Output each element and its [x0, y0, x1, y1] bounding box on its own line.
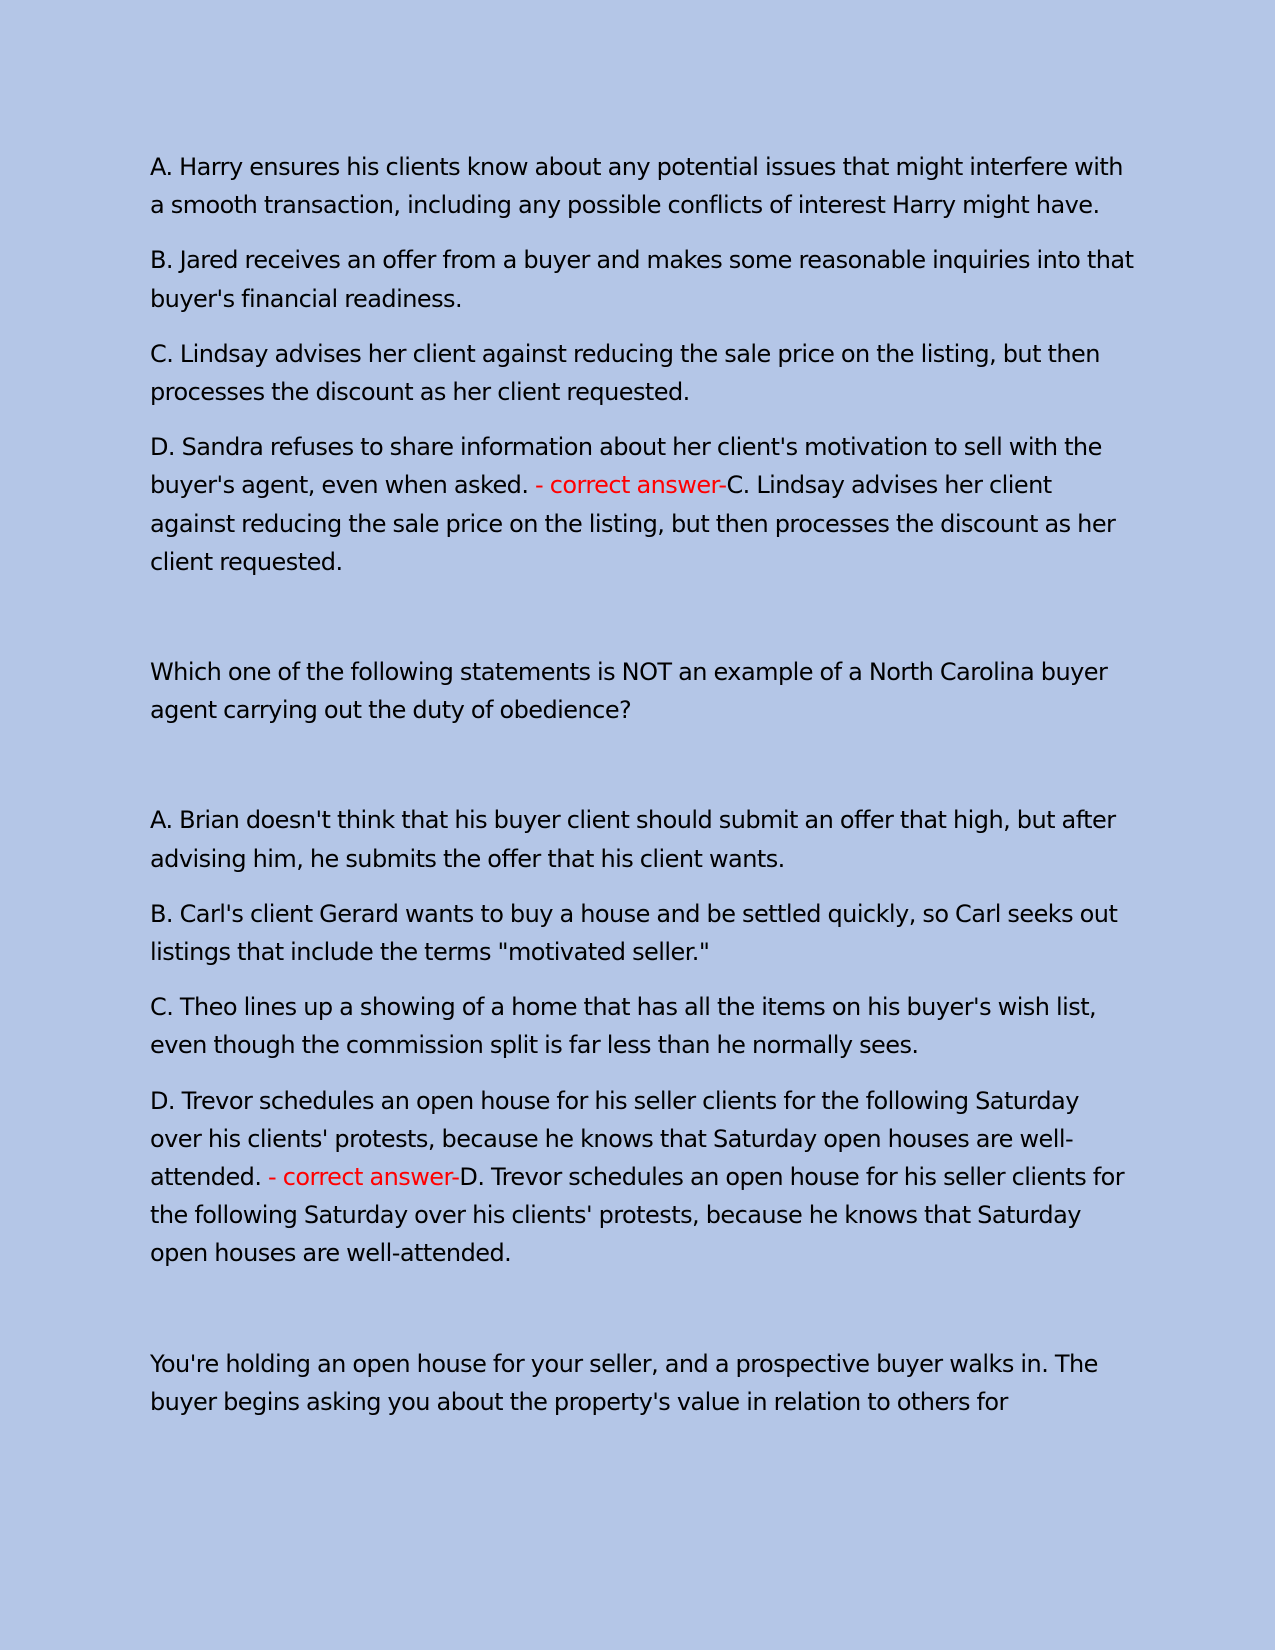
spacer	[150, 746, 1135, 801]
q1-correct-answer-text: C. Lindsay advises her client against reducing the sale price on the listing, but then processes the discount as her client requested.	[150, 471, 1116, 576]
q2-option-c: C. Theo lines up a showing of a home that has all the items on his buyer's wish list, even though the commission split is far less than he normally sees.	[150, 993, 1097, 1060]
q1-option-d: D. Sandra refuses to share information about her client's motivation to sell with the buyer's agent, even when asked.	[150, 433, 1102, 500]
q2-option-b: B. Carl's client Gerard wants to buy a house and be settled quickly, so Carl seeks out listings that include the terms "motivated seller."	[150, 899, 1118, 967]
q1-correct-answer-marker: - correct answer-	[535, 471, 727, 500]
q3-question: You're holding an open house for your seller, and a prospective buyer walks in. The buyer begins asking you about the property's value in relation to others for	[150, 1349, 1098, 1416]
q2-option-d: D. Trevor schedules an open house for his seller clients for the following Saturday over his clients' protests, because he knows that Saturday open houses are well-attended.	[150, 1086, 1079, 1192]
q2-correct-answer-marker: - correct answer-	[268, 1163, 460, 1192]
spacer	[150, 598, 1135, 653]
q1-option-a: A. Harry ensures his clients know about any potential issues that might interfere with a smooth transaction, including any possible conflicts of interest Harry might have.	[150, 153, 1123, 220]
spacer	[150, 1290, 1135, 1345]
q2-option-d-with-answer	[150, 1082, 1135, 1273]
q2-correct-answer-text: D. Trevor schedules an open house for his seller clients for the following Saturday over his clients' protests, because he knows that Saturday open houses are well-attended.	[150, 1163, 1125, 1268]
q1-option-d-with-answer	[150, 428, 1135, 581]
document-content	[150, 148, 1135, 1438]
q1-option-c: C. Lindsay advises her client against reducing the sale price on the listing, but then processes the discount as her client requested.	[150, 339, 1100, 407]
q2-option-a: A. Brian doesn't think that his buyer client should submit an offer that high, but after advising him, he submits the offer that his client wants.	[150, 806, 1116, 873]
q1-option-b: B. Jared receives an offer from a buyer and makes some reasonable inquiries into that buyer's financial readiness.	[150, 246, 1134, 313]
q2-question: Which one of the following statements is NOT an example of a North Carolina buyer agent carrying out the duty of obedience?	[150, 658, 1108, 725]
